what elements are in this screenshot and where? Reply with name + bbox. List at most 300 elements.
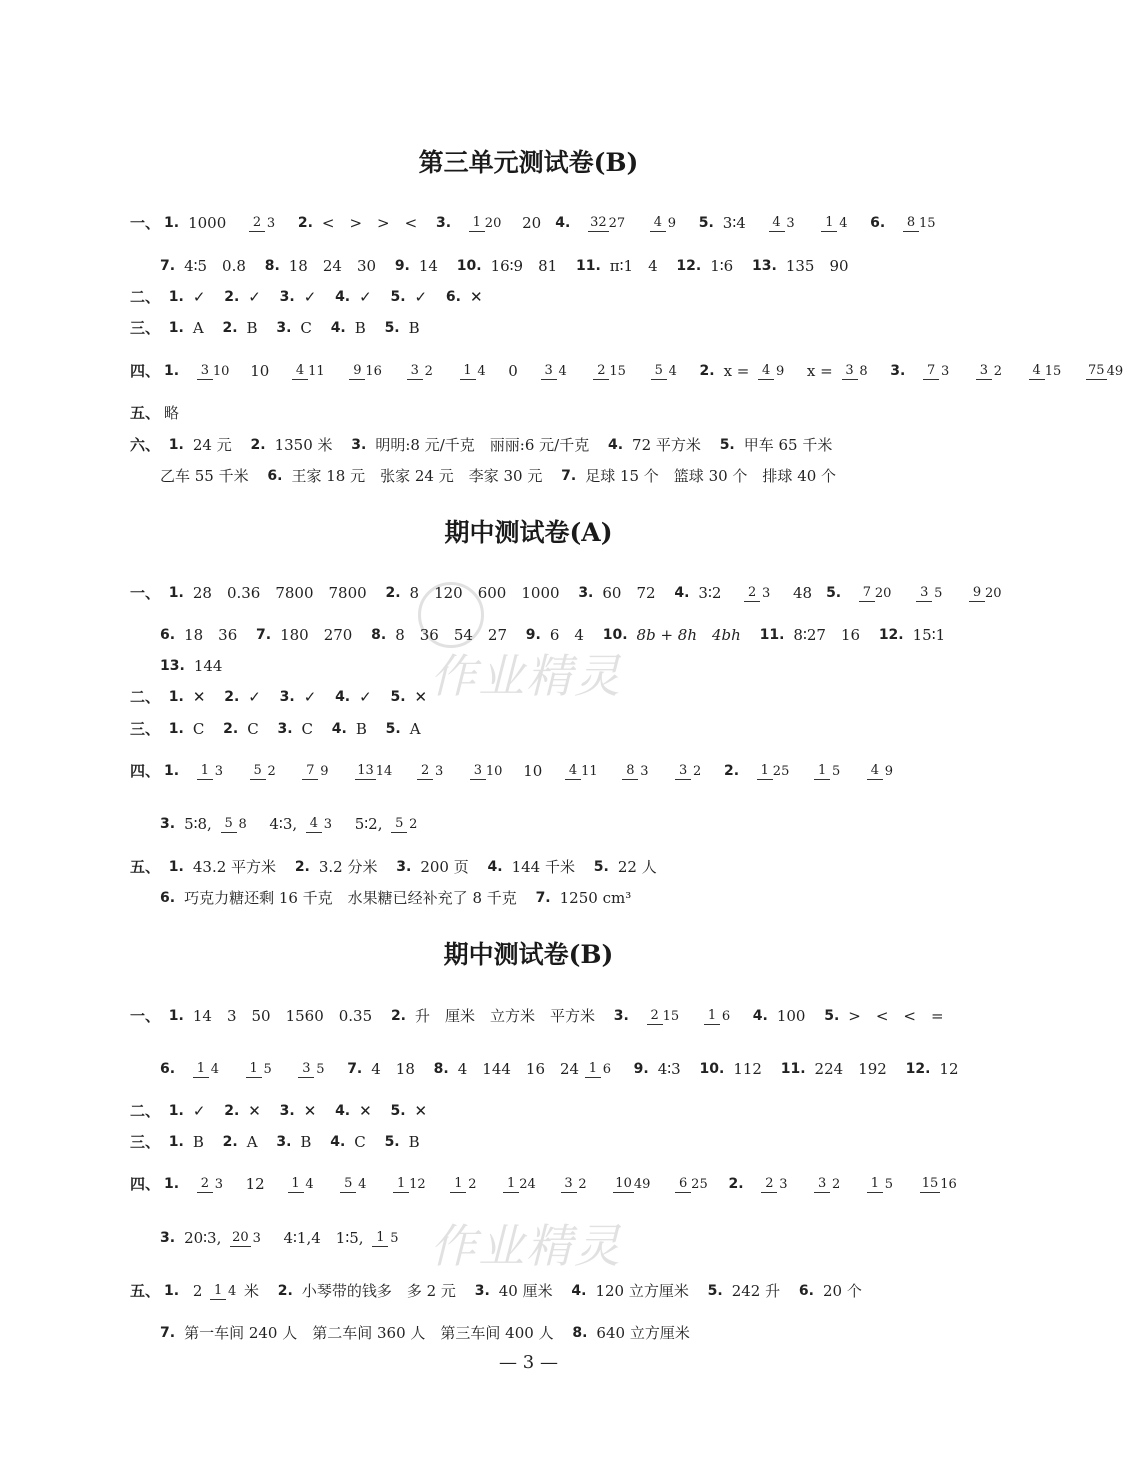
answer-text: 24 元	[192, 436, 232, 454]
section-label: 四、	[130, 1175, 161, 1193]
fraction	[814, 1176, 842, 1193]
answer-text: 3.2 分米	[318, 858, 378, 876]
answer-text: 40 厘米	[498, 1282, 553, 1300]
question-number: 4.	[571, 1283, 587, 1299]
answer-text: 8 36 54 27	[395, 626, 508, 644]
section-label: 一、	[130, 214, 161, 232]
answer-text: 8∶27 16	[793, 626, 861, 644]
question-number: 2.	[223, 721, 239, 737]
fraction-numerator: 2	[593, 363, 609, 380]
answer-text: < > > <	[321, 214, 418, 232]
fraction	[675, 763, 703, 780]
answer-text: 20 个	[822, 1282, 862, 1300]
question-number: 6.	[160, 1061, 176, 1077]
answer-text: π∶1 4	[609, 257, 658, 275]
watermark: 作业精灵	[430, 649, 622, 703]
fraction-denominator: 2	[468, 1177, 477, 1192]
question-number: 7.	[347, 1061, 363, 1077]
fraction-denominator: 2	[409, 817, 418, 832]
answer-text: 144	[193, 657, 223, 675]
fraction-denominator: 20	[985, 586, 1002, 601]
answer-text: 0	[508, 362, 518, 380]
answer-text: B	[246, 319, 258, 337]
fraction-denominator: 14	[375, 764, 393, 779]
answer-line	[130, 582, 1018, 603]
answer-line	[130, 402, 179, 423]
fraction	[450, 1176, 478, 1193]
answer-text: 8 120 600 1000	[409, 584, 560, 602]
fraction	[193, 1061, 221, 1078]
fraction-numerator: 4	[867, 763, 883, 780]
section-label: 三、	[130, 720, 161, 738]
answer-text: 48	[792, 584, 813, 602]
question-number: 11.	[575, 258, 601, 274]
question-number: 1.	[168, 721, 184, 737]
fraction-numerator: 2	[197, 1176, 213, 1193]
question-number: 7.	[160, 258, 176, 274]
fraction-numerator: 3	[842, 363, 858, 380]
fraction	[757, 763, 790, 780]
fraction-numerator: 1	[585, 1061, 601, 1078]
fraction	[622, 763, 650, 780]
answer-text: 乙车 55 千米	[160, 467, 249, 485]
fraction	[588, 215, 625, 232]
fraction-numerator: 1	[469, 215, 485, 232]
answer-text: 2	[192, 1282, 203, 1300]
section-label: 四、	[130, 362, 161, 380]
question-number: 4.	[335, 289, 351, 305]
answer-text: 4∶5 0.8	[184, 257, 246, 275]
answer-text: 4 18	[371, 1060, 415, 1078]
answer-text: 180 270	[280, 626, 353, 644]
answer-text: ✕	[248, 1102, 261, 1120]
answer-text: ✓	[192, 288, 206, 306]
question-number: 2.	[224, 689, 240, 705]
fraction-denominator: 12	[409, 1177, 426, 1192]
answer-line	[130, 1100, 441, 1121]
question-number: 6.	[870, 215, 886, 231]
fraction-numerator: 3	[298, 1061, 314, 1078]
question-number: 2.	[728, 1176, 744, 1192]
answer-text: A	[409, 720, 421, 738]
fraction	[758, 363, 786, 380]
question-number: 8.	[572, 1325, 588, 1341]
question-number: 5.	[707, 1283, 723, 1299]
fraction-numerator: 8	[622, 763, 638, 780]
fraction-denominator: 49	[1106, 364, 1124, 379]
question-number: 2.	[723, 763, 740, 779]
question-number: 2.	[224, 1103, 240, 1119]
fraction-denominator: 16	[940, 1177, 957, 1192]
fraction-numerator: 1	[288, 1176, 304, 1193]
fraction-numerator: 1	[814, 763, 830, 780]
answer-line	[130, 718, 435, 739]
question-number: 4.	[331, 721, 347, 737]
answer-text: ✓	[248, 688, 261, 706]
fraction-denominator: 2	[693, 764, 702, 779]
answer-text: C	[301, 720, 313, 738]
answer-text: 1∶6	[710, 257, 734, 275]
fraction-denominator: 9	[320, 764, 329, 779]
question-number: 9.	[525, 627, 541, 643]
question-number: 12.	[676, 258, 702, 274]
fraction-denominator: 3	[214, 1177, 223, 1192]
section-label: 一、	[130, 1007, 161, 1025]
fraction	[349, 363, 382, 380]
fraction-denominator: 4	[558, 364, 567, 379]
answer-text: 4 144 16 24	[457, 1060, 580, 1078]
question-number: 3.	[276, 320, 292, 336]
fraction-numerator: 75	[1088, 362, 1105, 378]
fraction-denominator: 3	[266, 216, 276, 231]
fraction	[867, 763, 895, 780]
fraction-denominator: 6	[602, 1062, 612, 1077]
fraction-numerator: 1	[460, 363, 476, 380]
fraction	[923, 363, 951, 380]
fraction-denominator: 25	[691, 1177, 708, 1192]
answer-text: A	[246, 1133, 258, 1151]
answer-text: 1350 米	[274, 436, 333, 454]
question-number: 7.	[561, 468, 577, 484]
fraction-numerator: 4	[306, 816, 322, 833]
fraction-denominator: 5	[884, 1177, 894, 1192]
question-number: 1.	[164, 763, 180, 779]
fraction	[613, 1176, 650, 1193]
section-label: 六、	[130, 436, 161, 454]
answer-text: C	[300, 319, 312, 337]
fraction-numerator: 1	[821, 215, 837, 232]
fraction-numerator: 15	[921, 1175, 939, 1191]
answer-text: 20∶3,	[184, 1229, 222, 1247]
fraction-denominator: 2	[578, 1177, 587, 1192]
fraction-denominator: 9	[884, 764, 894, 779]
section-title: 第三单元测试卷(B)	[418, 148, 639, 177]
answer-text: B	[355, 720, 367, 738]
fraction-denominator: 15	[609, 364, 626, 379]
fraction	[565, 763, 598, 780]
answer-text: 200 页	[420, 858, 469, 876]
fraction	[541, 363, 569, 380]
fraction-denominator: 6	[721, 1009, 731, 1024]
fraction-denominator: 4	[668, 364, 677, 379]
question-number: 3.	[613, 1008, 629, 1024]
fraction-denominator: 20	[874, 586, 892, 601]
answer-line	[160, 1058, 973, 1079]
fraction-numerator: 1	[450, 1176, 466, 1193]
question-number: 13.	[160, 658, 185, 674]
answer-line	[130, 434, 846, 455]
fraction	[969, 585, 1002, 602]
fraction	[647, 1008, 680, 1025]
answer-text: C	[192, 720, 205, 738]
answer-line	[160, 255, 863, 276]
fraction-numerator: 20	[232, 1229, 249, 1245]
fraction-denominator: 2	[267, 764, 276, 779]
section-label: 四、	[130, 762, 161, 780]
fraction-numerator: 1	[246, 1061, 262, 1078]
answer-text: 10	[523, 762, 543, 780]
answer-line	[130, 1005, 958, 1026]
answer-text: 112	[733, 1060, 762, 1078]
question-number: 4.	[335, 1103, 351, 1119]
answer-line	[130, 686, 441, 707]
question-number: 3.	[396, 859, 412, 875]
answer-text: 224 192	[814, 1060, 887, 1078]
answer-text: 略	[164, 404, 180, 422]
fraction	[585, 1061, 613, 1078]
answer-text: 第一车间 240 人 第二车间 360 人 第三车间 400 人	[184, 1324, 554, 1342]
fraction-denominator: 11	[308, 364, 325, 379]
answer-text: 640 立方厘米	[596, 1324, 690, 1342]
fraction-denominator: 15	[662, 1009, 680, 1024]
answer-text: 升 厘米 立方米 平方米	[415, 1007, 596, 1025]
fraction	[221, 816, 249, 833]
question-number: 2.	[222, 320, 238, 336]
answer-text: 王家 18 元 张家 24 元 李家 30 元	[291, 467, 543, 485]
question-number: 5.	[390, 689, 406, 705]
answer-text: 14	[418, 257, 438, 275]
question-number: 5.	[385, 721, 401, 737]
fraction-denominator: 4	[358, 1177, 367, 1192]
watermark: 作业精灵	[430, 1219, 622, 1273]
answer-text: ✕	[414, 1102, 428, 1120]
answer-text: B	[354, 319, 366, 337]
fraction	[842, 363, 870, 380]
fraction	[292, 363, 325, 380]
question-number: 3.	[279, 289, 295, 305]
answer-text: B	[192, 1133, 204, 1151]
fraction-numerator: 4	[565, 763, 581, 780]
question-number: 2.	[277, 1283, 293, 1299]
question-number: 1.	[168, 1103, 184, 1119]
question-number: 1.	[164, 1176, 180, 1192]
fraction	[976, 363, 1004, 380]
fraction-denominator: 2	[424, 364, 433, 379]
question-number: 7.	[535, 890, 551, 906]
question-number: 3.	[351, 437, 367, 453]
fraction-denominator: 4	[305, 1177, 314, 1192]
question-number: 3.	[279, 1103, 295, 1119]
answer-text: 15∶1	[912, 626, 946, 644]
fraction	[197, 1176, 225, 1193]
fraction-denominator: 15	[1044, 364, 1062, 379]
fraction	[460, 363, 488, 380]
fraction-denominator: 3	[762, 586, 771, 601]
fraction	[210, 1283, 238, 1300]
question-number: 5.	[384, 1134, 400, 1150]
question-number: 10.	[456, 258, 482, 274]
answer-text: 14 3 50 1560 0.35	[192, 1007, 373, 1025]
question-number: 4.	[607, 437, 624, 453]
fraction-denominator: 10	[212, 364, 230, 379]
fraction-denominator: 3	[786, 216, 795, 231]
answer-text: ✓	[303, 288, 317, 306]
answer-text: 100	[776, 1007, 806, 1025]
section-title: 期中测试卷(B)	[443, 940, 614, 969]
section-title: 期中测试卷(A)	[444, 518, 613, 547]
fraction	[1029, 363, 1062, 380]
question-number: 5.	[384, 320, 400, 336]
answer-line	[160, 1322, 704, 1343]
fraction-numerator: 9	[349, 363, 365, 380]
answer-text: ✓	[192, 1102, 206, 1120]
question-number: 3.	[578, 585, 594, 601]
fraction-numerator: 7	[859, 585, 875, 602]
answer-text: ✓	[414, 288, 428, 306]
fraction-denominator: 3	[252, 1231, 261, 1246]
question-number: 2.	[294, 859, 310, 875]
fraction	[417, 763, 445, 780]
fraction-numerator: 2	[761, 1176, 777, 1193]
fraction	[469, 215, 502, 232]
question-number: 3.	[160, 816, 176, 832]
answer-text: x =	[723, 362, 750, 380]
answer-line	[160, 813, 435, 834]
fraction-denominator: 5	[390, 1231, 399, 1246]
question-number: 1.	[168, 1134, 184, 1150]
fraction-denominator: 25	[772, 764, 790, 779]
fraction-numerator: 4	[1029, 363, 1045, 380]
fraction	[230, 1230, 263, 1247]
fraction-denominator: 2	[993, 364, 1003, 379]
answer-line	[130, 760, 911, 781]
answer-text: 12	[939, 1060, 959, 1078]
fraction-numerator: 10	[615, 1175, 632, 1191]
answer-text: ✕	[192, 688, 206, 706]
answer-text: 242 升	[731, 1282, 781, 1300]
fraction-numerator: 5	[250, 763, 266, 780]
fraction-denominator: 11	[581, 764, 598, 779]
fraction	[867, 1176, 895, 1193]
answer-line	[130, 212, 952, 233]
fraction-numerator: 3	[541, 363, 557, 380]
question-number: 1.	[168, 320, 184, 336]
question-number: 12.	[905, 1061, 931, 1077]
answer-text: > < < =	[848, 1007, 944, 1025]
question-number: 4.	[330, 1134, 346, 1150]
fraction	[1086, 363, 1123, 380]
question-number: 13.	[752, 258, 777, 274]
question-number: 3.	[435, 215, 452, 231]
fraction-numerator: 5	[221, 816, 237, 833]
answer-text: B	[408, 1133, 420, 1151]
fraction-numerator: 4	[769, 215, 785, 232]
question-number: 10.	[602, 627, 628, 643]
fraction	[197, 763, 225, 780]
answer-text: 甲车 65 千米	[743, 436, 833, 454]
fraction-denominator: 5	[263, 1062, 272, 1077]
fraction-numerator: 2	[417, 763, 433, 780]
fraction	[302, 763, 330, 780]
fraction-numerator: 1	[393, 1176, 409, 1193]
fraction-numerator: 3	[814, 1176, 830, 1193]
fraction	[704, 1008, 732, 1025]
question-number: 1.	[168, 437, 184, 453]
question-number: 9.	[633, 1061, 649, 1077]
fraction	[249, 215, 277, 232]
section-label: 一、	[130, 584, 161, 602]
fraction	[561, 1176, 589, 1193]
section-label: 二、	[130, 688, 161, 706]
fraction	[744, 585, 772, 602]
fraction	[197, 363, 230, 380]
answer-text: 米	[243, 1282, 259, 1300]
fraction-denominator: 3	[779, 1177, 788, 1192]
question-number: 1.	[168, 859, 184, 875]
answer-text: 20	[522, 214, 542, 232]
question-number: 2.	[250, 437, 266, 453]
question-number: 2.	[297, 215, 313, 231]
fraction	[916, 585, 944, 602]
answer-text: ✓	[248, 288, 261, 306]
section-label: 二、	[130, 288, 161, 306]
answer-text: 3∶2	[698, 584, 722, 602]
fraction	[650, 215, 678, 232]
fraction-numerator: 1	[503, 1176, 519, 1193]
fraction-numerator: 2	[647, 1008, 663, 1025]
question-number: 7.	[160, 1325, 176, 1341]
fraction-denominator: 10	[485, 764, 503, 779]
answer-line	[130, 1280, 876, 1301]
answer-text: 135 90	[785, 257, 849, 275]
answer-text: C	[354, 1133, 366, 1151]
answer-line	[130, 286, 497, 307]
fraction	[503, 1176, 536, 1193]
answer-text: C	[247, 720, 259, 738]
answer-text: 1000	[188, 214, 227, 232]
fraction-denominator: 49	[633, 1177, 651, 1192]
fraction	[306, 816, 334, 833]
fraction-denominator: 3	[640, 764, 649, 779]
fraction-numerator: 3	[916, 585, 932, 602]
fraction	[340, 1176, 368, 1193]
fraction-denominator: 27	[608, 216, 626, 231]
fraction-denominator: 3	[214, 764, 223, 779]
answer-text: ✓	[359, 288, 372, 306]
answer-line	[160, 655, 236, 676]
question-number: 1.	[164, 215, 180, 231]
answer-text: 6 4	[549, 626, 584, 644]
fraction-denominator: 3	[323, 817, 333, 832]
page-number: — 3 —	[499, 1352, 558, 1373]
answer-text: A	[192, 319, 204, 337]
section-label: 五、	[130, 858, 161, 876]
fraction-numerator: 1	[867, 1176, 883, 1193]
fraction-denominator: 9	[776, 364, 785, 379]
answer-text: 60 72	[602, 584, 656, 602]
question-number: 8.	[433, 1061, 449, 1077]
fraction-numerator: 2	[249, 215, 265, 232]
fraction-denominator: 3	[434, 764, 444, 779]
answer-text: 18 24 30	[288, 257, 377, 275]
section-label: 三、	[130, 319, 161, 337]
fraction-denominator: 16	[365, 364, 382, 379]
fraction	[859, 585, 892, 602]
question-number: 10.	[699, 1061, 725, 1077]
answer-line	[160, 887, 645, 908]
fraction-numerator: 1	[210, 1283, 226, 1300]
answer-text: 5∶8,	[184, 815, 212, 833]
question-number: 5.	[390, 1103, 406, 1119]
question-number: 5.	[390, 289, 406, 305]
answer-line	[130, 1131, 434, 1152]
fraction-denominator: 8	[859, 364, 868, 379]
answer-line	[130, 856, 671, 877]
question-number: 4.	[335, 689, 351, 705]
fraction	[470, 763, 503, 780]
question-number: 2.	[224, 289, 240, 305]
question-number: 1.	[168, 585, 184, 601]
